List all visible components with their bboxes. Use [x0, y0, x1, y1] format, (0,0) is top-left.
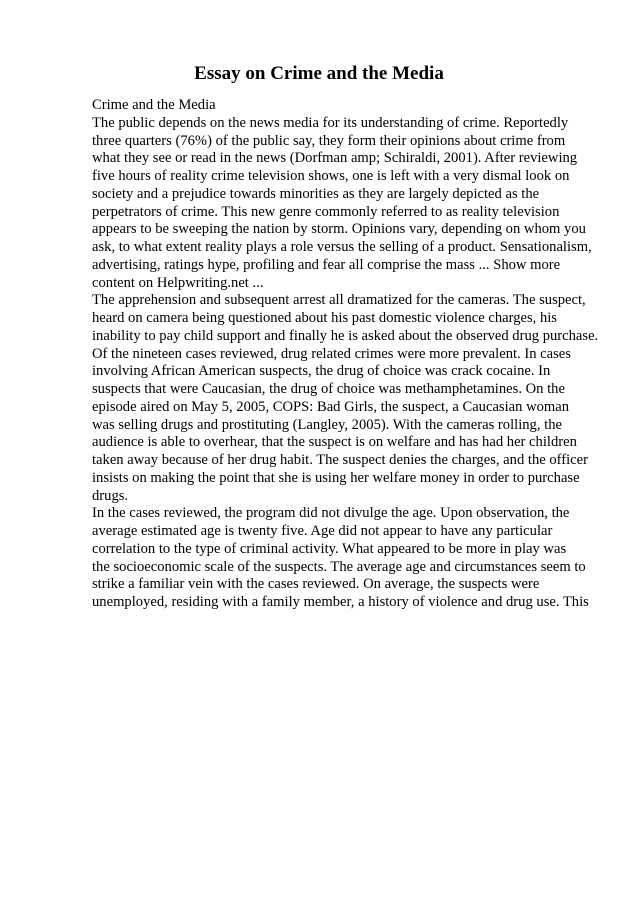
text-line: what they see or read in the news (Dorfman amp; Schiraldi, 2001). After reviewing — [92, 150, 578, 167]
text-line: perpetrators of crime. This new genre commonly referred to as reality television — [92, 203, 560, 220]
text-line: inability to pay child support and finally he is asked about the observed drug purchase. — [92, 327, 599, 344]
text-line: The apprehension and subsequent arrest all dramatized for the cameras. The suspect, — [92, 292, 586, 309]
text-line: ask, to what extent reality plays a role versus the selling of a product. Sensationalism, — [92, 239, 592, 255]
text-line: taken away because of her drug habit. The suspect denies the charges, and the officer — [92, 452, 588, 468]
text-line: average estimated age is twenty five. Age did not appear to have any particular — [92, 523, 553, 539]
text-line: In the cases reviewed, the program did not divulge the age. Upon observation, the — [92, 505, 570, 522]
text-line: Crime and the Media — [92, 97, 216, 113]
text-line: advertising, ratings hype, profiling and fear all comprise the mass ... Show more — [92, 256, 561, 273]
text-line: appears to be sweeping the nation by storm. Opinions vary, depending on whom you — [92, 221, 586, 238]
text-line: suspects that were Caucasian, the drug of choice was methamphetamines. On the — [92, 381, 565, 397]
text-line: unemployed, residing with a family member, a history of violence and drug use. This — [92, 594, 589, 610]
text-line: five hours of reality crime television shows, one is left with a very dismal look on — [92, 168, 570, 184]
text-line: strike a familiar vein with the cases reviewed. On average, the suspects were — [92, 576, 540, 593]
page-title: Essay on Crime and the Media — [194, 63, 444, 84]
text-line: involving African American suspects, the drug of choice was crack cocaine. In — [92, 363, 551, 380]
text-line: Of the nineteen cases reviewed, drug related crimes were more prevalent. In cases — [92, 345, 571, 362]
text-line: insists on making the point that she is using her welfare money in order to purchase — [92, 469, 580, 486]
text-line: episode aired on May 5, 2005, COPS: Bad Girls, the suspect, a Caucasian woman — [92, 398, 570, 415]
text-line: society and a prejudice towards minorities as they are largely depicted as the — [92, 185, 540, 202]
text-line: correlation to the type of criminal activity. What appeared to be more in play was — [92, 540, 567, 557]
text-line: the socioeconomic scale of the suspects. The average age and circumstances seem to — [92, 558, 586, 575]
text-line: was selling drugs and prostituting (Langley, 2005). With the cameras rolling, the — [92, 416, 562, 433]
text-line: audience is able to overhear, that the suspect is on welfare and has had her children — [92, 434, 577, 451]
text-line: three quarters (76%) of the public say, they form their opinions about crime from — [92, 132, 566, 149]
text-line: heard on camera being questioned about his past domestic violence charges, his — [92, 310, 557, 326]
text-line: drugs. — [92, 487, 129, 504]
text-line: The public depends on the news media for its understanding of crime. Reportedly — [92, 114, 569, 131]
essay-body — [92, 97, 612, 612]
text-line: content on Helpwriting.net ... — [92, 274, 264, 291]
